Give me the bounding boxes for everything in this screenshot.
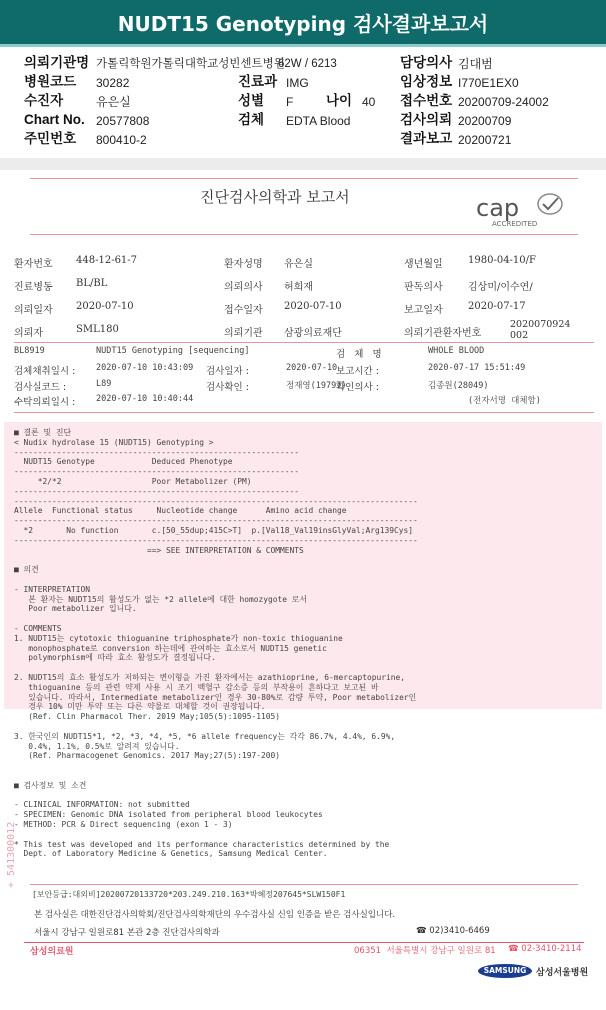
report-body-line: (Ref. Clin Pharmacol Ther. 2019 May;105(5):1095-1105)	[14, 712, 281, 722]
report-body-line: ------------------------------------------------------------	[14, 467, 300, 477]
patient-value: 유은실	[96, 95, 131, 109]
patient-field-label: 의뢰일자	[14, 305, 53, 316]
report-body-line: -------------------------------------------------------------------------------------	[14, 535, 418, 545]
report-body-line: ------------------------------------------------------------	[14, 486, 300, 496]
footer-rule	[24, 942, 584, 943]
report-body-line: * This test was developed and its performance characteristics determined by the	[14, 839, 390, 849]
report-body-line: 경우 10% 미만 투약 또는 다른 약물로 대체할 것이 권장됩니다.	[14, 702, 266, 712]
report-value: 20200721	[458, 133, 512, 147]
test-info-confirm-v: 정재영(19797)	[286, 381, 347, 391]
cap-accredited-text: ACCREDITED	[492, 220, 538, 228]
sex-value: F	[286, 95, 294, 109]
report-body-line: 3. 한국인의 NUDT15*1, *2, *3, *4, *5, *6 allele frequency는 각각 86.7%, 4.4%, 6.9%,	[14, 731, 396, 741]
clinical-value: I770E1EX0	[458, 76, 519, 90]
report-body-line: -------------------------------------------------------------------------------------	[14, 516, 418, 526]
rrn-label: 주민번호	[24, 131, 77, 146]
side-code-text: + 541300012	[6, 821, 17, 888]
test-info-recv-l: 검사일자 :	[206, 366, 249, 377]
cap-logo-text: cap	[476, 194, 520, 222]
patient-field-value: 2020070924002	[510, 319, 571, 341]
patient-label: 수진자	[24, 93, 64, 108]
age-label: 나이	[326, 93, 353, 108]
test-info-collect-v: 2020-07-10 10:43:09	[96, 363, 194, 373]
report-body-line: 본 환자는 NUDT15의 활성도가 없는 *2 allele에 대한 homozygote 로서	[14, 594, 307, 604]
patient-field-label: 의뢰의사	[224, 282, 263, 293]
clinical-label: 임상정보	[400, 74, 453, 89]
report-body-line: Poor metabolizer 입니다.	[14, 604, 137, 614]
samsung-logo	[478, 964, 532, 978]
report-body-line: Dept. of Laboratory Medicine & Genetics, Samsung Medical Center.	[14, 849, 328, 859]
report-body-line: - CLINICAL INFORMATION: not submitted	[14, 800, 190, 810]
test-info-order-v: 2020-07-10 10:40:44	[96, 394, 194, 404]
patient-field-label: 의뢰자	[14, 328, 43, 339]
test-info-spec-v: WHOLE BLOOD	[428, 346, 485, 356]
separator-band	[0, 158, 606, 170]
patient-field-label: 환자성명	[224, 259, 263, 270]
report-body-line: < Nudix hydrolase 15 (NUDT15) Genotyping >	[14, 437, 214, 447]
patient-field-label: 접수일자	[224, 305, 263, 316]
test-info-collect-l: 검체채취일시 :	[14, 366, 76, 377]
patient-field-label: 환자번호	[14, 259, 53, 270]
report-body-line: 있습니다. 따라서, Intermediate metabolizer인 경우 30-80%로 감량 투약, Poor metabolizer인	[14, 692, 417, 702]
report-body-line: thioguanine 등의 관련 약제 사용 시 조기 백혈구 감소증 등의 부작용이 흔하다고 보고된 바	[14, 682, 379, 692]
test-info-report-v: 2020-07-17 15:51:49	[428, 363, 526, 373]
title-rule-bottom	[30, 234, 578, 235]
report-body-line: (Ref. Pharmacogenet Genomics. 2017 May;27(5):197-200)	[14, 751, 281, 761]
report-body-line: ==> SEE INTERPRETATION & COMMENTS	[14, 545, 304, 555]
patient-field-label: 보고일자	[404, 305, 443, 316]
hospital-code-value: 30282	[96, 76, 130, 90]
sex-label: 성별	[238, 93, 265, 108]
receipt-value: 20200709-24002	[458, 95, 549, 109]
report-body-line: 0.4%, 1.1%, 0.5%로 알려져 있습니다.	[14, 741, 180, 751]
patient-field-value: 448-12-61-7	[76, 255, 138, 266]
patient-field-value: 2020-07-17	[468, 301, 526, 312]
test-info-confirmer-v: 김종원(28049)	[428, 381, 489, 391]
patient-field-value: 삼광의료재단	[284, 328, 342, 339]
test-info-code: BL8919	[14, 346, 45, 356]
test-info-name: NUDT15 Genotyping [sequencing]	[96, 346, 250, 356]
test-info-code-v: L89	[96, 379, 112, 389]
hospital-name: 삼성서울병원	[536, 968, 589, 978]
patient-field-label: 의뢰기관	[224, 328, 263, 339]
report-body-line: polymorphism에 따라 효소 활성도가 결정됩니다.	[14, 653, 216, 663]
report-body-line: 2. NUDT15의 효소 활성도가 저하되는 변이형을 가진 환자에서는 azathioprine, 6-mercaptopurine,	[14, 673, 405, 682]
request-value: 20200709	[458, 114, 512, 128]
test-info-spec-l: 검 체 명	[336, 349, 382, 360]
chart-label: Chart No.	[24, 112, 85, 127]
test-info-confirmer-l: 확인의사 :	[336, 382, 379, 393]
report-label: 결과보고	[400, 131, 453, 146]
footer-left: 삼성의료원	[30, 947, 74, 957]
report-body-line: ■ 검사정보 및 소견	[14, 780, 87, 790]
test-info-confirm-l: 검사확인 :	[206, 382, 249, 393]
patient-field-value: 허희재	[284, 282, 313, 293]
report-title: 진단검사의학과 보고서	[200, 188, 350, 206]
samsung-logo-text: SAMSUNG	[483, 966, 527, 975]
lab-address: 서울시 강남구 일원로81 본관 2층 진단검사의학과	[34, 928, 220, 938]
chart-value: 20577808	[96, 114, 150, 128]
test-info-esign: (전자서명 대체함)	[468, 396, 541, 406]
dept-value: IMG	[286, 76, 309, 90]
receipt-label: 접수번호	[400, 93, 453, 108]
test-info-recv-v: 2020-07-10	[286, 363, 338, 373]
cap-accredited-logo	[474, 188, 566, 230]
report-header-title: NUDT15 Genotyping 검사결과보고서	[0, 0, 606, 47]
patient-field-value: BL/BL	[76, 278, 108, 289]
footer-address: 06351 서울특별시 강남구 일원로 81	[354, 946, 496, 956]
patient-field-label: 의뢰기관환자번호	[404, 328, 482, 339]
footer-tel: ☎ 02-3410-2114	[508, 944, 582, 954]
security-line: [보안등급:대외비]20200720133720*203.249.210.163*박혜정207645*SLW150F1	[32, 890, 346, 899]
report-body-line: *2 No function c.[50_55dup;415C>T] p.[Val18_Val19insGlyVal;Arg139Cys]	[14, 526, 414, 535]
lab-phone: ☎ 02)3410-6469	[416, 926, 490, 936]
ward-value: 62W / 6213	[278, 58, 337, 70]
test-info-code-l: 검사실코드 :	[14, 382, 67, 393]
certification-text: 본 검사실은 대한진단검사의학회/진단검사의학재단의 우수검사실 신임 인증을 받은 검사실입니다.	[34, 910, 396, 920]
patient-field-value: 2020-07-10	[284, 301, 342, 312]
report-body-line: monophosphate로 conversion 하는데에 관여하는 효소로서 NUDT15 genetic	[14, 643, 327, 653]
bottom-rule	[30, 884, 578, 885]
doctor-value: 김대범	[458, 57, 493, 71]
report-body-line: ■ 결론 및 진단	[14, 428, 72, 437]
report-body-line: - METHOD: PCR & Direct sequencing (exon 1 - 3)	[14, 820, 233, 829]
report-body-line: 1. NUDT15는 cytotoxic thioguanine triphosphate가 non-toxic thioguanine	[14, 633, 343, 643]
report-body-line: - INTERPRETATION	[14, 584, 91, 594]
test-info-report-l: 보고시간 :	[336, 366, 379, 377]
doctor-label: 담당의사	[400, 55, 453, 70]
dept-label: 진료과	[238, 74, 278, 89]
hospital-code-label: 병원코드	[24, 74, 77, 89]
request-label: 검사의뢰	[400, 112, 453, 127]
report-body-line: *2/*2 Poor Metabolizer (PM)	[14, 477, 252, 486]
patient-rule	[14, 342, 594, 343]
patient-field-label: 진료병동	[14, 282, 53, 293]
title-rule-top	[30, 178, 578, 179]
report-body-line: Allele Functional status Nucleotide change Amino acid change	[14, 506, 347, 516]
patient-field-label: 판독의사	[404, 282, 443, 293]
info-block	[0, 52, 606, 156]
report-body-line: NUDT15 Genotype Deduced Phenotype	[14, 457, 233, 467]
patient-field-value: 유은실	[284, 259, 313, 270]
patient-field-value: 1980-04-10/F	[468, 255, 536, 266]
test-rule	[14, 412, 594, 413]
patient-field-label: 생년월일	[404, 259, 443, 270]
report-body-line: ■ 의견	[14, 565, 39, 575]
rrn-value: 800410-2	[96, 133, 147, 147]
age-value: 40	[362, 95, 376, 109]
test-info-order-l: 수탁의뢰일시 :	[14, 397, 76, 408]
specimen-label: 검체	[238, 112, 265, 127]
patient-field-value: 김상미/이수연/	[468, 282, 533, 293]
institution-label: 의뢰기관명	[24, 55, 90, 70]
institution-value: 가톨릭학원가톨릭대학교성빈센트병원	[96, 58, 285, 70]
patient-field-value: SML180	[76, 324, 119, 335]
report-body-line: - SPECIMEN: Genomic DNA isolated from peripheral blood leukocytes	[14, 810, 323, 820]
specimen-value: EDTA Blood	[286, 114, 351, 128]
report-body-line: -------------------------------------------------------------------------------------	[14, 496, 418, 506]
report-body-line: ------------------------------------------------------------	[14, 447, 300, 457]
side-barcode-number	[4, 780, 18, 890]
report-body-line: - COMMENTS	[14, 624, 62, 633]
patient-field-value: 2020-07-10	[76, 301, 134, 312]
